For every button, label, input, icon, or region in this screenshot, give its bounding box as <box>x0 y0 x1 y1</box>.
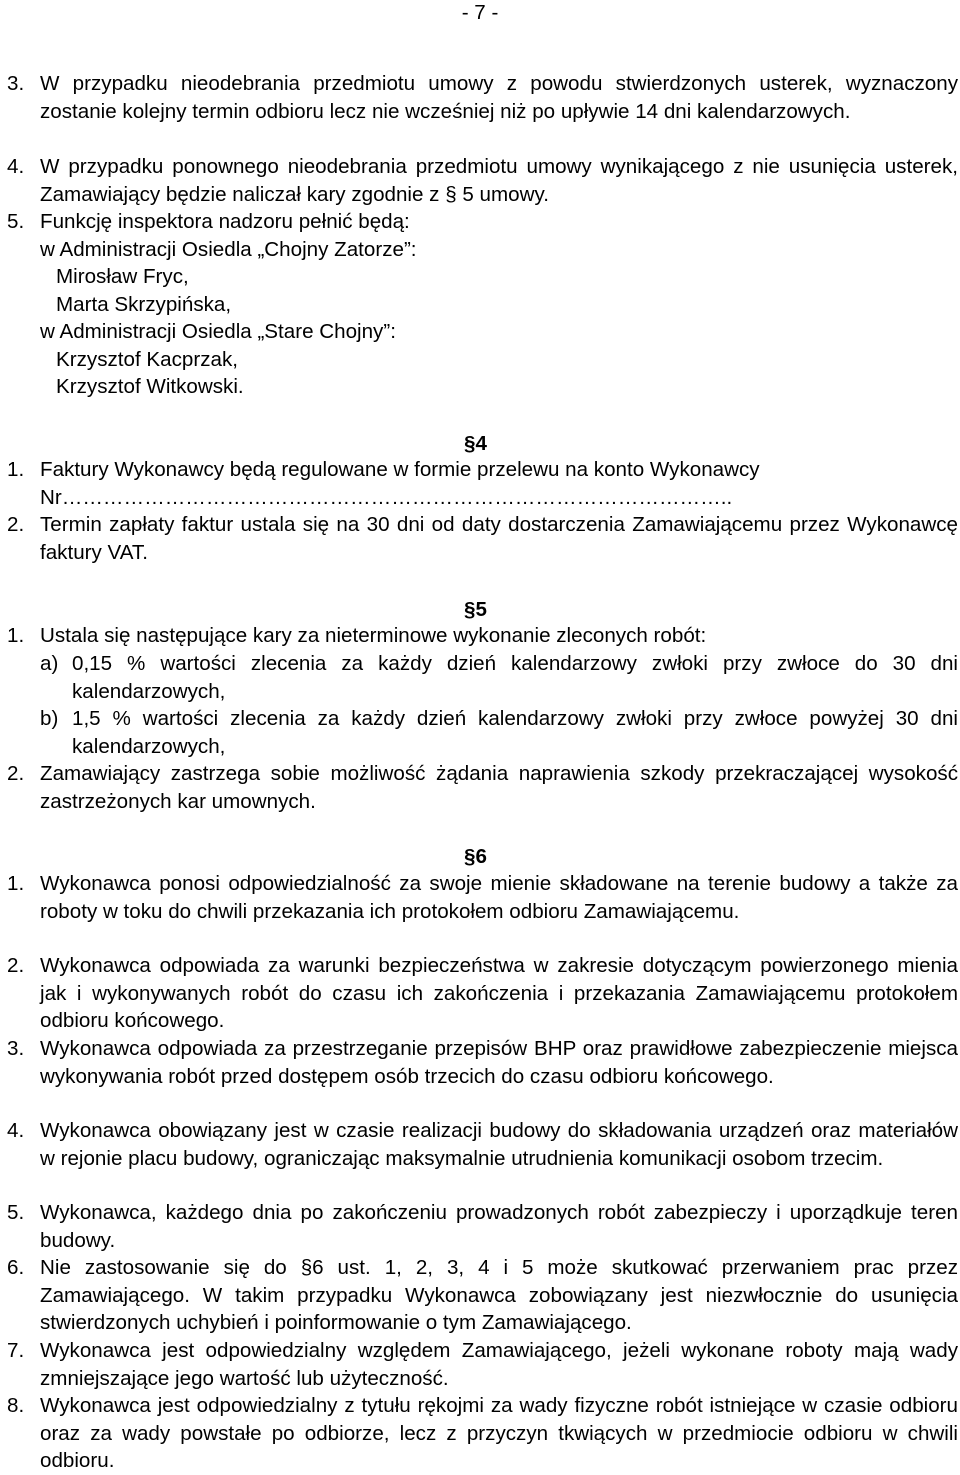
item-text: Faktury Wykonawcy będą regulowane w formie przelewu na konto Wykonawcy <box>40 458 760 481</box>
item-text: Wykonawca, każdego dnia po zakończeniu prowadzonych robót zabezpieczy i uporządkuje teren budowy. <box>40 1201 958 1252</box>
item-text: Wykonawca odpowiada za przestrzeganie przepisów BHP oraz prawidłowe zabezpieczenie miejsca wykonywania robót przed dostępem osób trzecich do czasu odbioru końcowego. <box>40 1037 958 1088</box>
item-number: 3. <box>7 1037 25 1060</box>
item-number: 2. <box>7 513 25 536</box>
section-title: §4 <box>464 432 487 455</box>
administration-label: w Administracji Osiedla „Chojny Zatorze”: <box>40 238 417 261</box>
inspector-name: Krzysztof Kacprzak, <box>56 348 238 371</box>
item-text: Wykonawca jest odpowiedzialny z tytułu rękojmi za wady fizyczne robót istniejące w czasie odbioru oraz za wady powstałe po odbiorze, lecz z przyczyn tkwiących w przedmiocie odbioru w chwili odbioru. <box>40 1394 958 1472</box>
item-number: 5. <box>7 210 25 233</box>
item-text: W przypadku nieodebrania przedmiotu umowy z powodu stwierdzonych usterek, wyznaczony zostanie kolejny termin odbioru lecz nie wcześniej niż po upływie 14 dni kalendarzowych. <box>40 72 958 123</box>
sub-item-label: b) <box>40 707 59 730</box>
item-number: 4. <box>7 155 25 178</box>
sub-item-label: a) <box>40 652 59 675</box>
item-text: Wykonawca jest odpowiedzialny względem Zamawiającego, jeżeli wykonane roboty mają wady zmniejszające jego wartość lub użyteczność. <box>40 1339 958 1390</box>
item-number: 6. <box>7 1256 25 1279</box>
inspector-name: Marta Skrzypińska, <box>56 293 232 316</box>
item-text: Funkcję inspektora nadzoru pełnić będą: <box>40 210 410 233</box>
sub-item-text: 1,5 % wartości zlecenia za każdy dzień kalendarzowy zwłoki przy zwłoce powyżej 30 dni kalendarzowych, <box>72 707 958 758</box>
item-number: 8. <box>7 1394 25 1417</box>
page-number: - 7 - <box>461 1 499 24</box>
section-title: §5 <box>464 598 487 621</box>
item-text: Wykonawca ponosi odpowiedzialność za swoje mienie składowane na terenie budowy a także za roboty w toku do chwili przekazania ich protokołem odbioru Zamawiającemu. <box>40 872 958 923</box>
item-number: 1. <box>7 872 25 895</box>
item-text: Wykonawca obowiązany jest w czasie realizacji budowy do składowania urządzeń oraz materiałów w rejonie placu budowy, ograniczając maksymalnie utrudnienia komunikacji osobom trzecim. <box>40 1119 958 1170</box>
sub-item-text: 0,15 % wartości zlecenia za każdy dzień kalendarzowy zwłoki przy zwłoce do 30 dni kalendarzowych, <box>72 652 958 703</box>
section-title: §6 <box>464 845 487 868</box>
inspector-name: Krzysztof Witkowski. <box>56 375 244 398</box>
item-number: 1. <box>7 624 25 647</box>
administration-label: w Administracji Osiedla „Stare Chojny”: <box>40 320 396 343</box>
item-text: Ustala się następujące kary za nieterminowe wykonanie zleconych robót: <box>40 624 707 647</box>
item-number: 2. <box>7 954 25 977</box>
item-number: 3. <box>7 72 25 95</box>
item-number: 7. <box>7 1339 25 1362</box>
inspector-name: Mirosław Fryc, <box>56 265 189 288</box>
item-number: 2. <box>7 762 25 785</box>
item-text: Termin zapłaty faktur ustala się na 30 dni od daty dostarczenia Zamawiającemu przez Wykonawcę faktury VAT. <box>40 513 958 564</box>
item-number: 4. <box>7 1119 25 1142</box>
item-text: Zamawiający zastrzega sobie możliwość żądania naprawienia szkody przekraczającej wysokość zastrzeżonych kar umownych. <box>40 762 958 813</box>
item-text: W przypadku ponownego nieodebrania przedmiotu umowy wynikającego z nie usunięcia usterek, Zamawiający będzie naliczał kary zgodnie z § 5 umowy. <box>40 155 958 206</box>
account-number-line: Nr…………………………………………………………………………………….. <box>40 486 733 509</box>
item-text: Wykonawca odpowiada za warunki bezpieczeństwa w zakresie dotyczącym powierzonego mienia jak i wykonywanych robót do czasu ich zakończenia i przekazania Zamawiającemu protokołem odbioru końcowego. <box>40 954 958 1032</box>
item-number: 5. <box>7 1201 25 1224</box>
item-text: Nie zastosowanie się do §6 ust. 1, 2, 3, 4 i 5 może skutkować przerwaniem prac przez Zamawiającego. W takim przypadku Wykonawca zobowiązany jest niezwłocznie do usunięcia stwierdzonych uchybień i poinformowanie o tym Zamawiającego. <box>40 1256 958 1334</box>
item-number: 1. <box>7 458 25 481</box>
